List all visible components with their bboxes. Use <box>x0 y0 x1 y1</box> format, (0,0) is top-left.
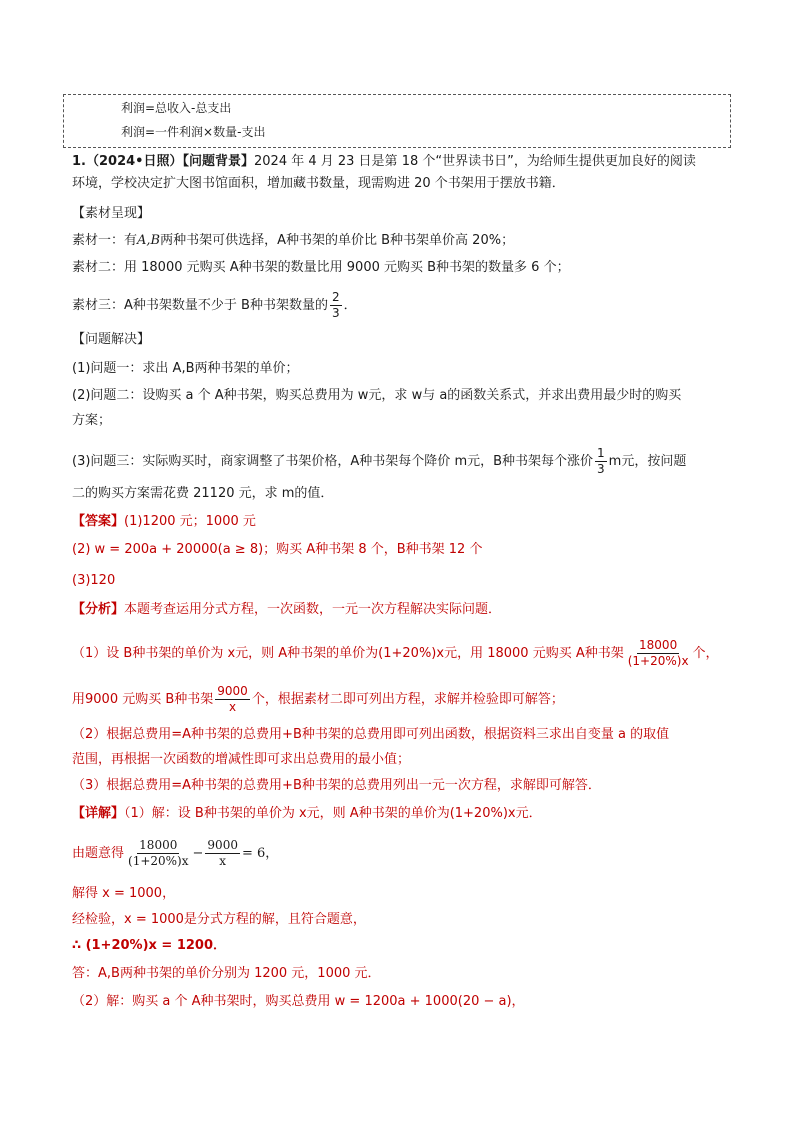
background-text: 2024 年 4 月 23 日是第 18 个“世界读书日”，为给师生提供更加良好的阅读 <box>254 154 696 169</box>
question-two-line1: (2)问题二：设购买 a 个 A种书架，购买总费用为 w元，求 w与 a的函数关系式，并求出费用最少时的购买 <box>72 388 682 403</box>
detail-check: 经检验，x = 1000是分式方程的解，且符合题意， <box>72 912 366 927</box>
fraction-two-thirds: $\frac{2}{3}$ <box>331 290 340 320</box>
question-three-line2: 二的购买方案需花费 21120 元，求 m的值． <box>72 486 334 501</box>
answer-tag: 【答案】 <box>72 514 125 529</box>
analysis-point-2a: （2）根据总费用=A种书架的总费用+B种书架的总费用即可列出函数，根据资料三求出自变量 a 的取值 <box>72 727 670 742</box>
formula-box <box>63 94 731 148</box>
answer-line1: 【答案】(1)1200 元；1000 元 <box>72 514 256 529</box>
analysis-point-3: （3）根据总费用=A种书架的总费用+B种书架的总费用列出一元一次方程，求解即可解答． <box>72 778 601 793</box>
answer-line3: (3)120 <box>72 573 116 588</box>
background-text-2: 环境，学校决定扩大图书馆面积，增加藏书数量，现需购进 20 个书架用于摆放书籍． <box>72 176 565 191</box>
analysis-point-1b: 用9000 元购买 B种书架 $\frac{9000}{x}$ 个，根据素材二即可列出方程，求解并检验即可解答； <box>72 684 564 714</box>
analysis-intro: 【分析】本题考查运用分式方程，一次函数，一元一次方程解决实际问题． <box>72 602 502 617</box>
analysis-point-1: （1）设 B种书架的单价为 x元，则 A种书架的单价为(1+20%)x元，用 18000 元购买 A种书架 $\frac{18000}{(1+20\%)x}$ 个， <box>72 638 719 668</box>
detail-solution: 解得 x = 1000， <box>72 886 176 901</box>
answer-line2: (2) w = 200a + 20000(a ≥ 8)；购买 A种书架 8 个，B种书架 12 个 <box>72 542 483 557</box>
material-three: 素材三：A种书架数量不少于 B种书架数量的 $\frac{2}{3}$ ． <box>72 290 357 320</box>
detail-answer: 答：A,B两种书架的单价分别为 1200 元，1000 元． <box>72 966 381 981</box>
problem-background-line <box>72 152 696 172</box>
fraction-one-third: $\frac{1}{3}$ <box>597 446 605 476</box>
analysis-tag: 【分析】 <box>72 602 125 617</box>
solve-tag: 【问题解决】 <box>72 332 151 347</box>
question-three-line1: (3)问题三：实际购买时，商家调整了书架价格，A种书架每个降价 m元，B种书架每个涨价 $\frac{1}{3}$ m元，按问题 <box>72 446 687 476</box>
formula-profit-unit: 利润=一件利润×数量-支出 <box>121 125 266 139</box>
material-one: 素材一：有A,B两种书架可供选择，A种书架的单价比 B种书架单价高 20%； <box>72 233 515 248</box>
detail-therefore: ∴ (1+20%)x = 1200． <box>72 938 227 953</box>
fraction-9000: $\frac{9000}{x}$ <box>217 684 248 714</box>
material-tag: 【素材呈现】 <box>72 206 151 221</box>
detail-tag: 【详解】 <box>72 806 125 821</box>
analysis-point-2b: 范围，再根据一次函数的增减性即可求出总费用的最小值； <box>72 752 411 767</box>
question-two-line2: 方案； <box>72 413 112 428</box>
material-two: 素材二：用 18000 元购买 A种书架的数量比用 9000 元购买 B种书架的数量多 6 个； <box>72 260 570 275</box>
detail-part-two: （2）解：购买 a 个 A种书架时，购买总费用 w = 1200a + 1000(20 − a)， <box>72 994 525 1009</box>
background-tag: 【问题背景】 <box>182 154 254 169</box>
formula-profit-total: 利润=总收入-总支出 <box>121 101 232 115</box>
question-one: (1)问题一：求出 A,B两种书架的单价； <box>72 361 299 376</box>
fraction-18000: $\frac{18000}{(1+20\%)x}$ <box>627 638 689 668</box>
problem-number: 1.（2024•日照） <box>72 154 183 169</box>
detail-equation: 由题意得 $\frac{18000}{(1+20\%)x}$ − $\frac{9000}{x}$ = 6， <box>72 838 279 868</box>
detail-line1: 【详解】（1）解：设 B种书架的单价为 x元，则 A种书架的单价为(1+20%)x元． <box>72 806 542 821</box>
